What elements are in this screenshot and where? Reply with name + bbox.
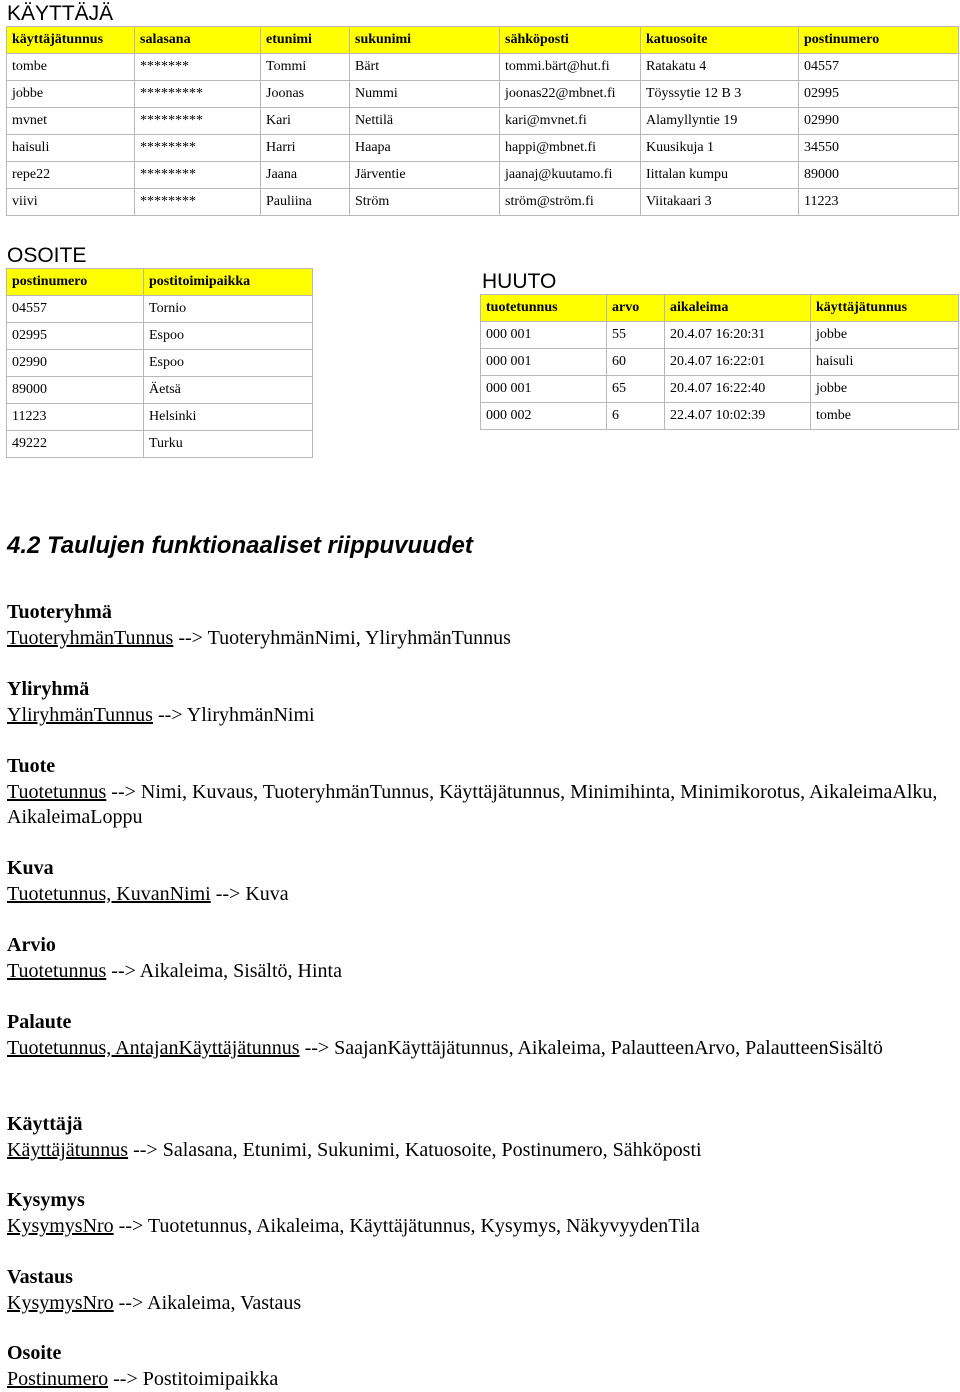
dependency-vastaus xyxy=(7,1265,952,1316)
dependency-table-name: Tuote xyxy=(7,755,56,777)
dependent-attributes: --> Nimi, Kuvaus, TuoteryhmänTunnus, Käyttäjätunnus, Minimihinta, Minimikorotus, AikaleimaAlku, AikaleimaLoppu xyxy=(7,781,938,828)
table-row xyxy=(481,376,959,403)
table-cell: ******** xyxy=(135,135,261,162)
table-row xyxy=(7,81,959,108)
table-cell: Espoo xyxy=(144,323,313,350)
column-header: postitoimipaikka xyxy=(144,269,313,296)
dependency-table-name: Arvio xyxy=(7,934,56,956)
table-row xyxy=(7,162,959,189)
table-cell: Joonas xyxy=(261,81,350,108)
table-row xyxy=(481,322,959,349)
column-header: postinumero xyxy=(7,269,144,296)
table-cell: Nummi xyxy=(350,81,500,108)
huuto-table xyxy=(480,294,959,430)
table-cell: jobbe xyxy=(811,322,959,349)
table-cell: repe22 xyxy=(7,162,135,189)
table-cell: 02995 xyxy=(7,323,144,350)
table-cell: 60 xyxy=(607,349,665,376)
table-cell: Jaana xyxy=(261,162,350,189)
dependency-yliryhma xyxy=(7,677,952,728)
table-row xyxy=(7,431,313,458)
dependency-rule xyxy=(7,1036,952,1061)
table-cell: 34550 xyxy=(799,135,959,162)
table-cell: kari@mvnet.fi xyxy=(500,108,641,135)
dependency-table-name: Vastaus xyxy=(7,1266,73,1288)
column-header: aikaleima xyxy=(665,295,811,322)
table-cell: Bärt xyxy=(350,54,500,81)
table-row xyxy=(7,350,313,377)
table-cell: jobbe xyxy=(7,81,135,108)
column-header: etunimi xyxy=(261,27,350,54)
table-cell: haisuli xyxy=(811,349,959,376)
table-cell: Tornio xyxy=(144,296,313,323)
table-cell: Espoo xyxy=(144,350,313,377)
table-cell: Haapa xyxy=(350,135,500,162)
table-cell: ******** xyxy=(135,162,261,189)
dependency-kuva xyxy=(7,856,952,907)
table-cell: haisuli xyxy=(7,135,135,162)
primary-key: KysymysNro xyxy=(7,1292,114,1314)
table-cell: Ratakatu 4 xyxy=(641,54,799,81)
table-cell: Nettilä xyxy=(350,108,500,135)
table-row xyxy=(7,189,959,216)
column-header: tuotetunnus xyxy=(481,295,607,322)
table-row xyxy=(481,403,959,430)
table-cell: 02995 xyxy=(799,81,959,108)
table-cell: 22.4.07 10:02:39 xyxy=(665,403,811,430)
table-row xyxy=(7,377,313,404)
table-cell: 000 001 xyxy=(481,349,607,376)
column-header: arvo xyxy=(607,295,665,322)
table-cell: jobbe xyxy=(811,376,959,403)
table-cell: 000 002 xyxy=(481,403,607,430)
primary-key: TuoteryhmänTunnus xyxy=(7,627,174,649)
dependency-rule xyxy=(7,959,952,984)
primary-key: Käyttäjätunnus xyxy=(7,1139,129,1161)
table-cell: Ström xyxy=(350,189,500,216)
table-cell: Pauliina xyxy=(261,189,350,216)
dependent-attributes: --> SaajanKäyttäjätunnus, Aikaleima, PalautteenArvo, PalautteenSisältö xyxy=(299,1037,883,1059)
table-cell: joonas22@mbnet.fi xyxy=(500,81,641,108)
dependent-attributes: --> Postitoimipaikka xyxy=(108,1368,279,1390)
table-row xyxy=(7,296,313,323)
table-row xyxy=(7,54,959,81)
table-row xyxy=(7,135,959,162)
dependency-table-name: Kuva xyxy=(7,857,54,879)
table-cell: viivi xyxy=(7,189,135,216)
table-cell: tombe xyxy=(7,54,135,81)
table-cell: 20.4.07 16:22:01 xyxy=(665,349,811,376)
table-cell: 000 001 xyxy=(481,322,607,349)
dependency-rule xyxy=(7,703,952,728)
dependency-rule xyxy=(7,1291,952,1316)
table-cell: Helsinki xyxy=(144,404,313,431)
osoite-table xyxy=(6,268,313,458)
dependency-table-name: Käyttäjä xyxy=(7,1113,83,1135)
table-cell: Alamyllyntie 19 xyxy=(641,108,799,135)
dependent-attributes: --> Tuotetunnus, Aikaleima, Käyttäjätunnus, Kysymys, NäkyvyydenTila xyxy=(113,1215,700,1237)
dependency-table-name: Yliryhmä xyxy=(7,678,90,700)
table-cell: Kari xyxy=(261,108,350,135)
dependent-attributes: --> Salasana, Etunimi, Sukunimi, Katuosoite, Postinumero, Sähköposti xyxy=(128,1139,702,1161)
table-cell: 04557 xyxy=(7,296,144,323)
dependency-rule xyxy=(7,1138,952,1163)
table-cell: ******** xyxy=(135,189,261,216)
dependent-attributes: --> YliryhmänNimi xyxy=(152,704,315,726)
table-cell: 11223 xyxy=(799,189,959,216)
dependency-tuoteryhma xyxy=(7,600,952,651)
dependency-palaute xyxy=(7,1010,952,1061)
table-cell: tombe xyxy=(811,403,959,430)
dependency-arvio xyxy=(7,933,952,984)
column-header: sähköposti xyxy=(500,27,641,54)
dependent-attributes: --> Kuva xyxy=(210,883,289,905)
dependency-rule xyxy=(7,780,952,830)
dependency-tuote xyxy=(7,754,952,830)
kayttaja-table-title: KÄYTTÄJÄ xyxy=(7,2,114,25)
primary-key: YliryhmänTunnus xyxy=(7,704,153,726)
huuto-table-title: HUUTO xyxy=(482,270,557,293)
dependency-rule xyxy=(7,882,952,907)
table-cell: Töyssytie 12 B 3 xyxy=(641,81,799,108)
table-cell: 20.4.07 16:20:31 xyxy=(665,322,811,349)
primary-key: Tuotetunnus, AntajanKäyttäjätunnus xyxy=(7,1037,300,1059)
table-cell: Turku xyxy=(144,431,313,458)
table-cell: Iittalan kumpu xyxy=(641,162,799,189)
table-cell: Kuusikuja 1 xyxy=(641,135,799,162)
dependency-kysymys xyxy=(7,1188,952,1239)
primary-key: Postinumero xyxy=(7,1368,109,1390)
table-cell: 02990 xyxy=(7,350,144,377)
dependency-table-name: Kysymys xyxy=(7,1189,85,1211)
table-cell: ********* xyxy=(135,108,261,135)
table-cell: tommi.bärt@hut.fi xyxy=(500,54,641,81)
table-cell: 89000 xyxy=(799,162,959,189)
table-cell: Järventie xyxy=(350,162,500,189)
column-header: käyttäjätunnus xyxy=(7,27,135,54)
table-cell: 11223 xyxy=(7,404,144,431)
table-header-row xyxy=(481,295,959,322)
table-cell: jaanaj@kuutamo.fi xyxy=(500,162,641,189)
table-cell: 20.4.07 16:22:40 xyxy=(665,376,811,403)
column-header: postinumero xyxy=(799,27,959,54)
table-row xyxy=(7,404,313,431)
kayttaja-table xyxy=(6,26,959,216)
table-header-row xyxy=(7,269,313,296)
table-cell: 000 001 xyxy=(481,376,607,403)
dependency-table-name: Palaute xyxy=(7,1011,72,1033)
table-row xyxy=(7,108,959,135)
dependent-attributes: --> TuoteryhmänNimi, YliryhmänTunnus xyxy=(173,627,511,649)
osoite-table-title: OSOITE xyxy=(7,244,87,267)
table-header-row xyxy=(7,27,959,54)
dependency-table-name: Osoite xyxy=(7,1342,62,1364)
dependency-rule xyxy=(7,1367,952,1392)
primary-key: Tuotetunnus, KuvanNimi xyxy=(7,883,211,905)
dependency-rule xyxy=(7,1214,952,1239)
table-cell: Harri xyxy=(261,135,350,162)
dependency-table-name: Tuoteryhmä xyxy=(7,601,112,623)
table-cell: 49222 xyxy=(7,431,144,458)
table-cell: ******* xyxy=(135,54,261,81)
primary-key: KysymysNro xyxy=(7,1215,114,1237)
primary-key: Tuotetunnus xyxy=(7,960,107,982)
table-cell: 55 xyxy=(607,322,665,349)
dependent-attributes: --> Aikaleima, Sisältö, Hinta xyxy=(106,960,342,982)
column-header: sukunimi xyxy=(350,27,500,54)
table-cell: mvnet xyxy=(7,108,135,135)
dependency-osoite xyxy=(7,1341,952,1392)
section-heading: 4.2 Taulujen funktionaaliset riippuvuudet xyxy=(7,532,473,559)
table-cell: Tommi xyxy=(261,54,350,81)
dependent-attributes: --> Aikaleima, Vastaus xyxy=(113,1292,302,1314)
column-header: salasana xyxy=(135,27,261,54)
table-cell: ********* xyxy=(135,81,261,108)
table-cell: 6 xyxy=(607,403,665,430)
table-cell: 02990 xyxy=(799,108,959,135)
table-cell: 04557 xyxy=(799,54,959,81)
dependency-kayttaja xyxy=(7,1112,952,1163)
table-cell: 89000 xyxy=(7,377,144,404)
table-cell: Äetsä xyxy=(144,377,313,404)
table-cell: ström@ström.fi xyxy=(500,189,641,216)
primary-key: Tuotetunnus xyxy=(7,781,107,803)
table-cell: Viitakaari 3 xyxy=(641,189,799,216)
dependency-rule xyxy=(7,626,952,651)
table-cell: happi@mbnet.fi xyxy=(500,135,641,162)
table-cell: 65 xyxy=(607,376,665,403)
column-header: katuosoite xyxy=(641,27,799,54)
column-header: käyttäjätunnus xyxy=(811,295,959,322)
table-row xyxy=(481,349,959,376)
table-row xyxy=(7,323,313,350)
